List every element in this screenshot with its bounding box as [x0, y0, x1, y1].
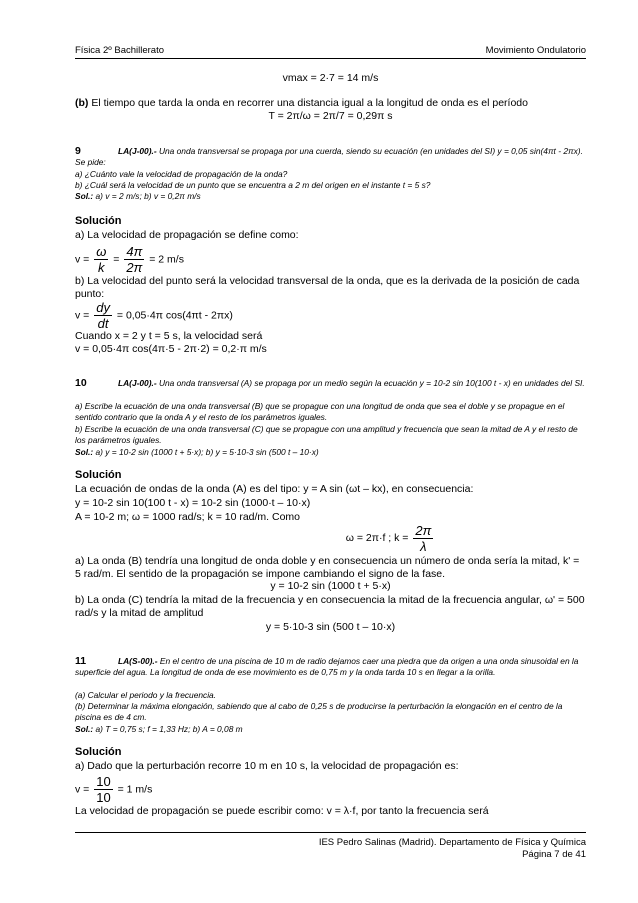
problem-10-solution-summary: [75, 447, 586, 458]
sol-label: Sol.:: [75, 447, 94, 457]
fraction-10-10: [94, 774, 112, 805]
header-right: Movimiento Ondulatorio: [485, 45, 586, 56]
problem-11-solution-summary: [75, 724, 586, 735]
problem-9-solution-summary: [75, 191, 586, 202]
problem-10-line-2: y = 10-2 sin 10(100 t - x) = 10-2 sin (1000·t – 10·x): [75, 497, 311, 509]
fraction-numerator: 10: [96, 774, 111, 789]
problem-9-line-2: b) La velocidad del punto será la velocidad transversal de la onda, que es la derivada de la posición de cada punto:: [75, 275, 580, 300]
v-result: = 2 m/s: [149, 253, 184, 266]
derivative-result: = 0,05·4π cos(4πt - 2πx): [116, 309, 233, 322]
equals-sign: =: [113, 253, 120, 266]
footer-rule: [75, 832, 586, 833]
problem-10-question-b: b) Escribe la ecuación de una onda transversal (C) que se propague con una amplitud y frecuencia que sean la mitad de A y el resto de los parámetros iguales.: [75, 424, 578, 445]
fraction-denominator: k: [98, 260, 105, 275]
problem-11-statement: [75, 656, 586, 678]
problem-9-question-a: a) ¿Cuánto vale la velocidad de propagación de la onda?: [75, 169, 288, 179]
v-result: = 1 m/s: [117, 783, 153, 796]
fraction-denominator: 10: [96, 790, 111, 805]
footer-page-number: Página 7 de 41: [522, 849, 586, 860]
problem-10-question-a: a) Escribe la ecuación de una onda transversal (B) que se propague con una longitud de onda que sea el doble y se propague en el sentido contrario que la onda A y el resto de los parámetros iguales.: [75, 401, 565, 422]
problem-11-question-b: (b) Determinar la máxima elongación, sabiendo que al cabo de 0,25 s de producirse la perturbación la elongación en el centro de la piscina es de 4 cm.: [75, 701, 563, 722]
v-prefix: v =: [75, 253, 90, 266]
vmax-equation: vmax = 2·7 = 14 m/s: [282, 72, 379, 84]
problem-9-derivative-equation: [75, 300, 586, 330]
period-equation: T = 2π/ω = 2π/7 = 0,29π s: [268, 110, 393, 122]
v-prefix: v =: [75, 309, 90, 322]
problem-10-statement: [75, 378, 586, 389]
problem-text: En el centro de una piscina de 10 m de radio dejamos caer una piedra que da origen a una onda sinusoidal en la superficie del agua. La longitud de onda de ese movimiento es de 0,75 m y la onda tarda 10 s en llegar a la orilla.: [75, 656, 579, 677]
problem-9-line-1: a) La velocidad de propagación se define como:: [75, 229, 299, 241]
sol-text: a) y = 10-2 sin (1000 t + 5·x); b) y = 5·10-3 sin (500 t – 10·x): [93, 447, 319, 457]
problem-10-line-3: A = 10-2 m; ω = 1000 rad/s; k = 10 rad/m. Como: [75, 511, 301, 523]
fraction-omega-k: [94, 244, 108, 275]
problem-10-omega-k-equation: [75, 523, 586, 554]
top-paragraph-b: [75, 97, 586, 110]
footer-institution: IES Pedro Salinas (Madrid). Departamento de Física y Química: [318, 837, 586, 848]
header-rule: [75, 58, 586, 59]
problem-text: Una onda transversal (A) se propaga por un medio según la ecuación y = 10-2 sin 10(100 t - x) en unidades del SI.: [158, 378, 585, 388]
problem-11-line-2: La velocidad de propagación se puede escribir como: v = λ·f, por tanto la frecuencia será: [75, 805, 489, 817]
v-prefix: v =: [75, 783, 90, 796]
problem-code: LA(S-00).-: [118, 656, 160, 666]
problem-10-line-1: La ecuación de ondas de la onda (A) es del tipo: y = A sin (ωt – kx), en consecuencia:: [75, 483, 474, 495]
sol-text: a) T = 0,75 s; f = 1,33 Hz; b) A = 0,08 m: [93, 724, 243, 734]
fraction-dy-dt: [94, 300, 112, 331]
problem-9-solucion-heading: Solución: [75, 215, 122, 227]
problem-9-velocity-equation: [75, 244, 586, 274]
fraction-denominator: 2π: [126, 260, 143, 275]
problem-10-solucion-heading: Solución: [75, 469, 122, 481]
b-text: El tiempo que tarda la onda en recorrer una distancia igual a la longitud de onda es el período: [88, 97, 528, 109]
fraction-denominator: λ: [420, 539, 427, 554]
sol-label: Sol.:: [75, 724, 94, 734]
fraction-denominator: dt: [97, 316, 109, 331]
problem-11-line-1: a) Dado que la perturbación recorre 10 m en 10 s, la velocidad de propagación es:: [75, 760, 459, 772]
problem-text: Una onda transversal se propaga por una cuerda, siendo su ecuación (en unidades del SI) y = 0,05 sin(4πt - 2πx). Se pide:: [75, 146, 583, 167]
fraction-4pi-2pi: [124, 244, 144, 275]
problem-9-statement: [75, 146, 586, 168]
problem-code: LA(J-00).-: [118, 378, 159, 388]
fraction-numerator: dy: [96, 300, 110, 315]
fraction-numerator: 4π: [126, 244, 143, 259]
problem-number: 9: [75, 145, 81, 157]
problem-number: 11: [75, 655, 87, 667]
problem-10-line-4: a) La onda (B) tendría una longitud de onda doble y en consecuencia un número de onda sería la mitad, k' = 5 rad/m. El sentido de la propagación se impone cambiando el signo de la fase.: [75, 555, 580, 580]
problem-11-solucion-heading: Solución: [75, 746, 122, 758]
sol-text: a) v = 2 m/s; b) v = 0,2π m/s: [93, 191, 201, 201]
fraction-numerator: 2π: [415, 523, 432, 538]
problem-code: LA(J-00).-: [118, 146, 159, 156]
problem-10-equation-c: y = 5·10-3 sin (500 t – 10·x): [265, 621, 396, 633]
omega-eq-text: ω = 2π·f ; k =: [345, 532, 409, 545]
fraction-numerator: ω: [96, 244, 107, 259]
fraction-2pi-lambda: [413, 523, 433, 554]
problem-10-equation-b: y = 10-2 sin (1000 t + 5·x): [270, 580, 391, 592]
b-label: (b): [75, 97, 89, 109]
problem-11-question-a: (a) Calcular el periodo y la frecuencia.: [75, 690, 217, 700]
problem-9-line-4: v = 0,05·4π cos(4π·5 - 2π·2) = 0,2·π m/s: [75, 343, 267, 355]
header-left: Física 2º Bachillerato: [75, 45, 165, 56]
omega-k-group: [345, 523, 436, 554]
sol-label: Sol.:: [75, 191, 94, 201]
problem-number: 10: [75, 377, 87, 389]
problem-10-line-5: b) La onda (C) tendría la mitad de la frecuencia y en consecuencia la mitad de la frecuencia angular, ω' = 500 rad/s y la mitad de amplitud: [75, 594, 585, 619]
problem-9-line-3: Cuando x = 2 y t = 5 s, la velocidad será: [75, 330, 263, 342]
problem-11-velocity-equation: [75, 774, 586, 804]
problem-9-question-b: b) ¿Cuál será la velocidad de un punto que se encuentra a 2 m del origen en el instante t = 5 s?: [75, 180, 431, 190]
